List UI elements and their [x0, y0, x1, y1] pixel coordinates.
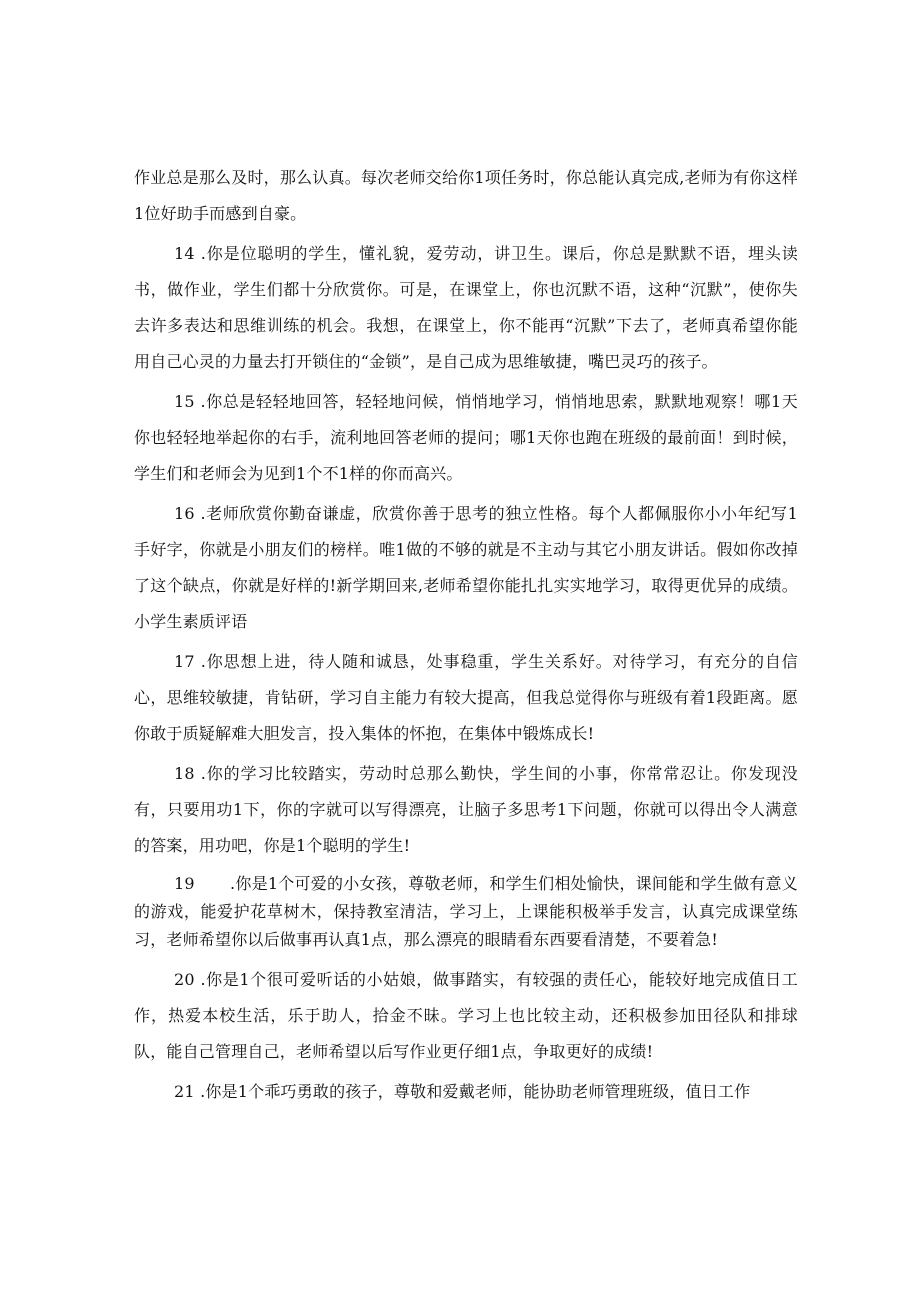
paragraph-text: .你的学习比较踏实，劳动时总那么勤快，学生间的小事，你常常忍让。你发现没有，只要用功1下，你的字就可以写得漂亮，让脑子多思考1下问题，你就可以得出令人满意的答案，用功吧，你是1个聪明的学生!: [134, 764, 798, 855]
paragraph-text: .你总是轻轻地回答，轻轻地问候，悄悄地学习，悄悄地思索，默默地观察！哪1天你也轻轻地举起你的右手，流利地回答老师的提问；哪1天你也跑在班级的最前面！到时候，学生们和老师会为见到1个不1样的你而高兴。: [134, 392, 798, 483]
paragraph-21: [134, 1074, 798, 1110]
paragraph-18: [134, 756, 798, 864]
paragraph-number: 18: [174, 764, 195, 783]
paragraph-15: [134, 384, 798, 492]
paragraph-number: 21: [174, 1082, 195, 1101]
paragraph-19: [134, 870, 798, 954]
document-body: [134, 160, 798, 1114]
paragraph-16: [134, 496, 798, 640]
paragraph-number: 19: [174, 874, 195, 893]
paragraph-text: .你思想上进，待人随和诚恳，处事稳重，学生关系好。对待学习，有充分的自信心，思维较敏捷，肯钻研，学习自主能力有较大提高，但我总觉得你与班级有着1段距离。愿你敢于质疑解难大胆发言，投入集体的怀抱，在集体中锻炼成长!: [134, 652, 798, 743]
paragraph-number: 14: [174, 244, 195, 263]
paragraph-14: [134, 236, 798, 380]
paragraph-text: .你是1个乖巧勇敢的孩子，尊敬和爱戴老师，能协助老师管理班级，值日工作: [200, 1082, 751, 1101]
paragraph-continuation: [134, 160, 798, 232]
paragraph-17: [134, 644, 798, 752]
paragraph-20: [134, 962, 798, 1070]
paragraph-number: 17: [174, 652, 195, 671]
paragraph-text: 作业总是那么及时，那么认真。每次老师交给你1项任务时，你总能认真完成,老师为有你这样1位好助手而感到自豪。: [134, 168, 798, 223]
paragraph-number: 20: [174, 970, 195, 989]
paragraph-text: .老师欣赏你勤奋谦虚，欣赏你善于思考的独立性格。每个人都佩服你小小年纪写1手好字，你就是小朋友们的榜样。唯1做的不够的就是不主动与其它小朋友讲话。假如你改掉了这个缺点，你就是好样的!新学期回来,老师希望你能扎扎实实地学习，取得更优异的成绩。小学生素质评语: [134, 504, 798, 631]
paragraph-text: .你是位聪明的学生，懂礼貌，爱劳动，讲卫生。课后，你总是默默不语，埋头读书，做作业，学生们都十分欣赏你。可是，在课堂上，你也沉默不语，这种“沉默”，使你失去许多表达和思维训练的机会。我想，在课堂上，你不能再“沉默”下去了，老师真希望你能用自己心灵的力量去打开锁住的“金锁”，是自己成为思维敏捷，嘴巴灵巧的孩子。: [134, 244, 798, 371]
paragraph-number: 15: [174, 392, 195, 411]
paragraph-text: .你是1个很可爱听话的小姑娘，做事踏实，有较强的责任心，能较好地完成值日工作，热爱本校生活，乐于助人，拾金不昧。学习上也比较主动，还积极参加田径队和排球队，能自己管理自己，老师希望以后写作业更仔细1点，争取更好的成绩!: [134, 970, 798, 1061]
paragraph-text: .你是1个可爱的小女孩，尊敬老师，和学生们相处愉快，课间能和学生做有意义的游戏，能爱护花草树木，保持教室清洁，学习上，上课能积极举手发言，认真完成课堂练习，老师希望你以后做事再认真1点，那么漂亮的眼睛看东西要看清楚，不要着急!: [134, 874, 798, 949]
paragraph-number: 16: [174, 504, 195, 523]
